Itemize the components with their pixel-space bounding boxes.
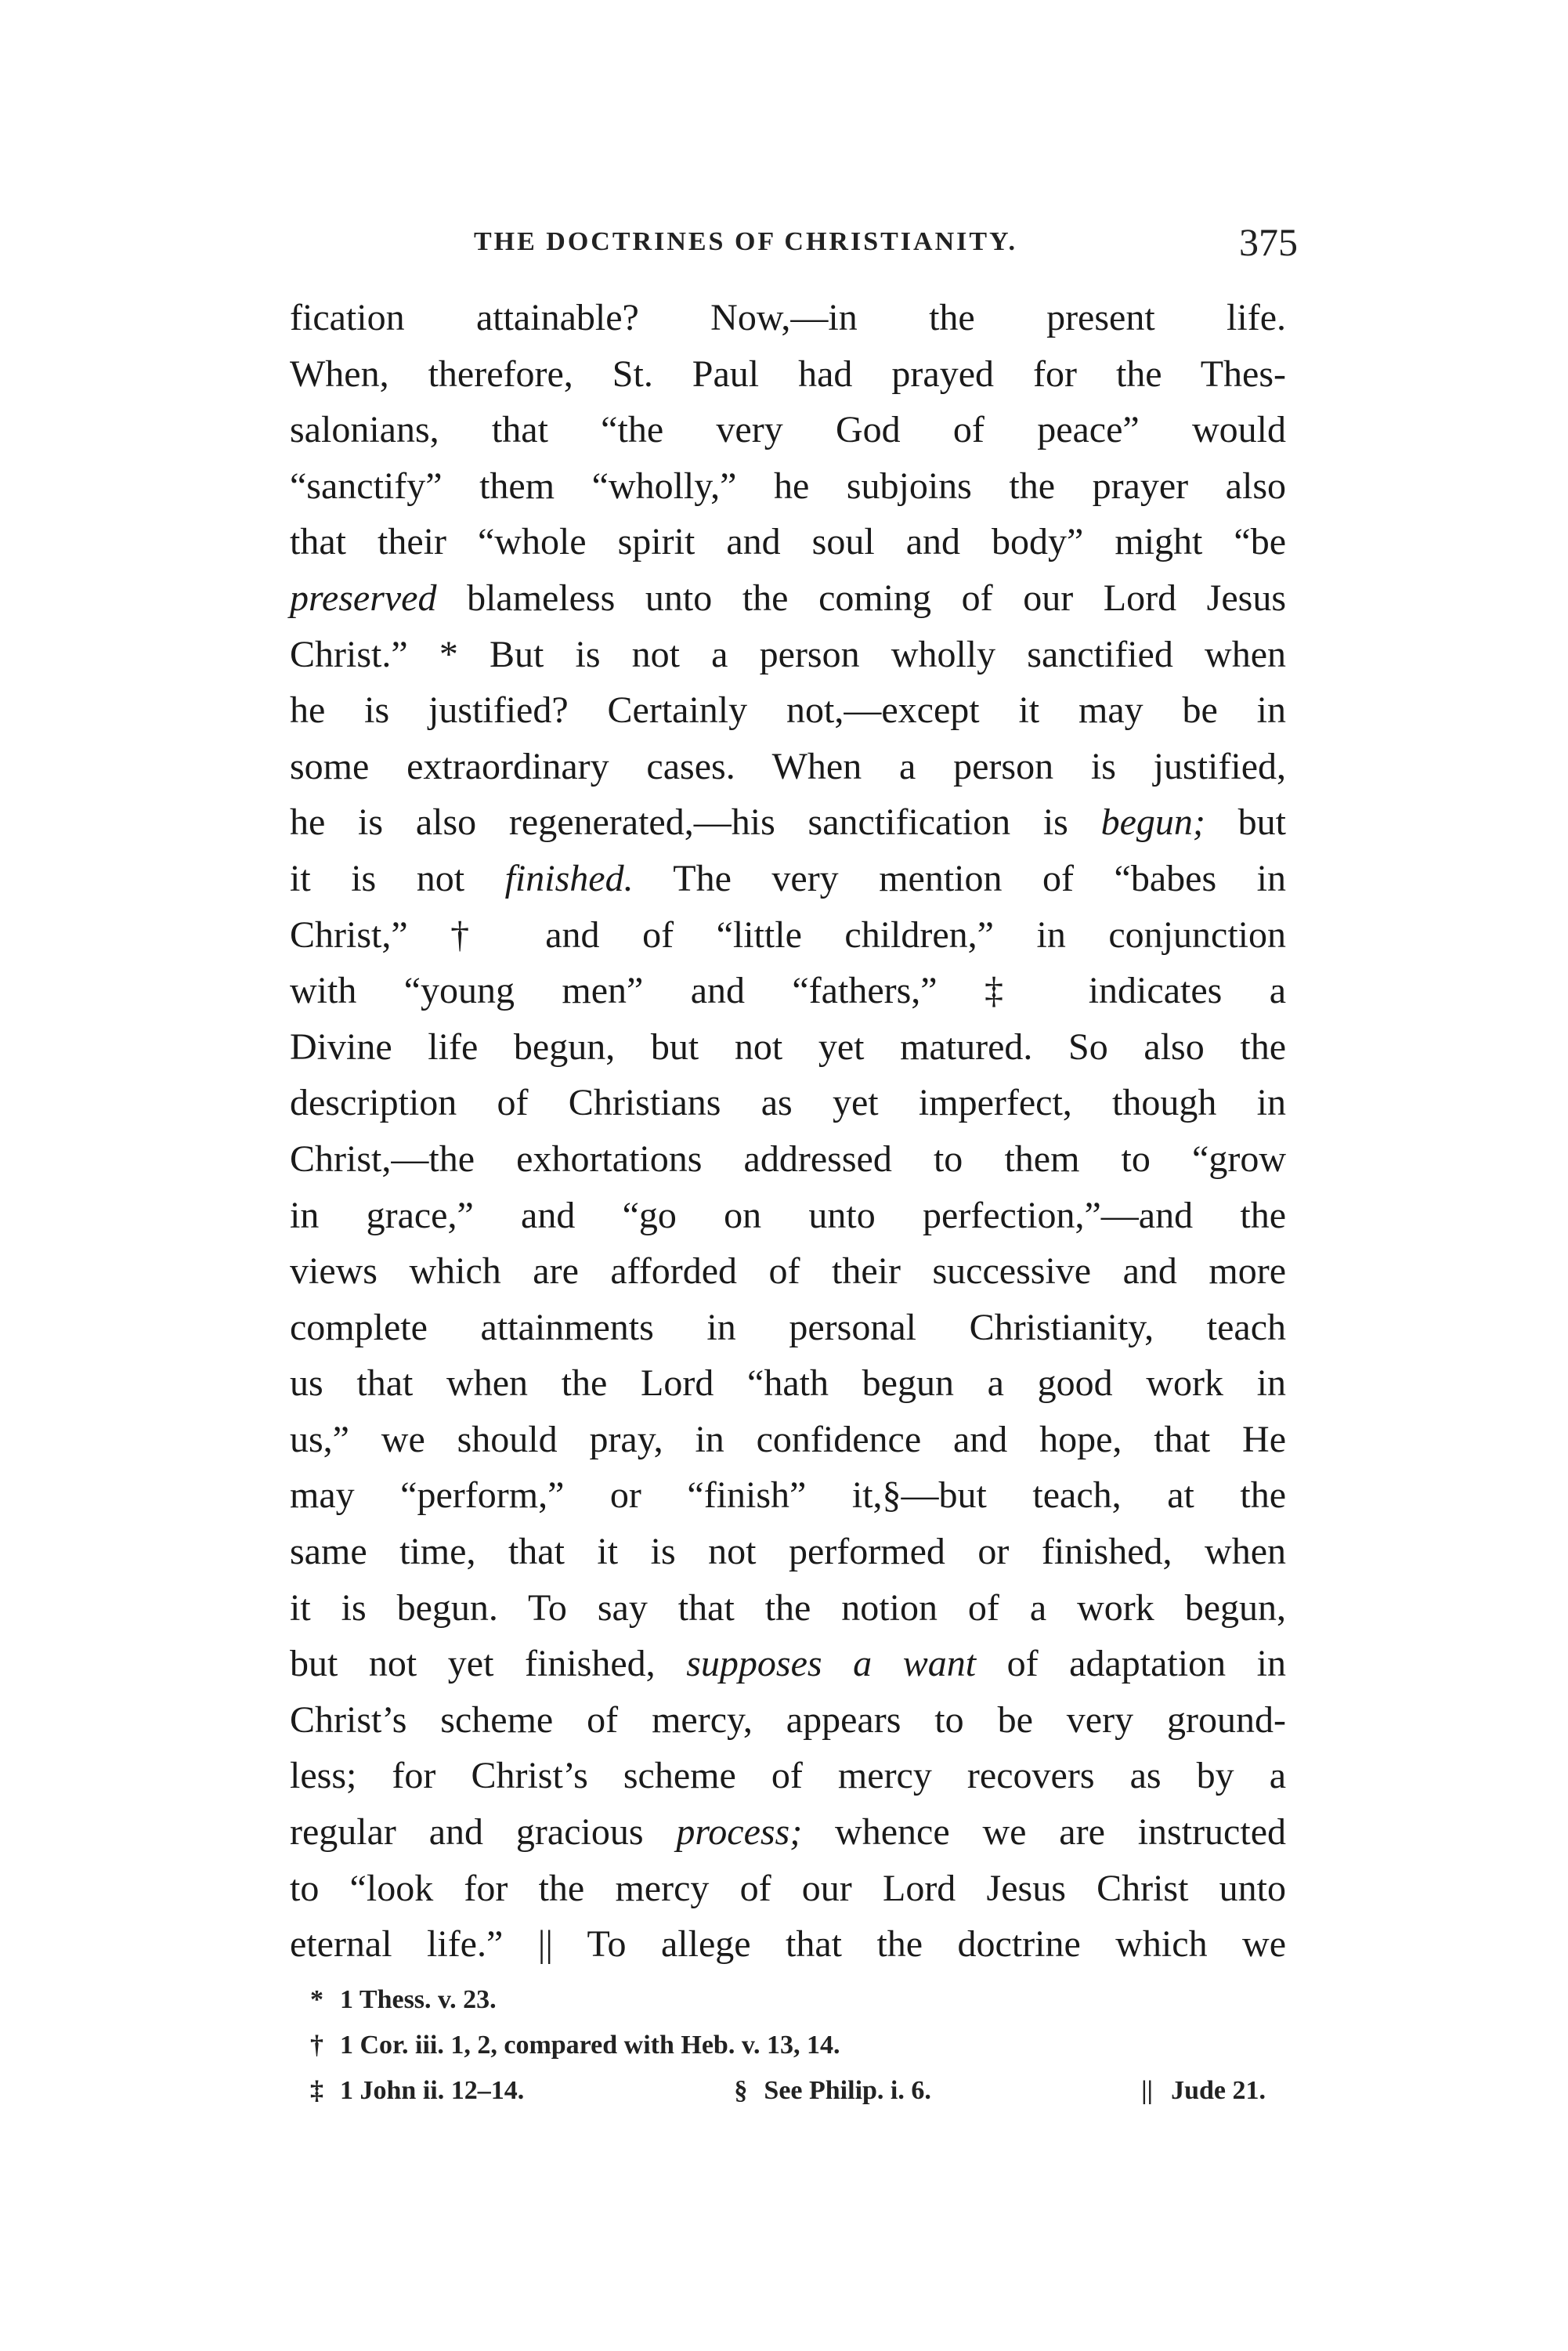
text-segment: he is also regenerated,—his sanctification is — [290, 801, 1101, 844]
text-line — [290, 794, 1286, 851]
text-line — [290, 1243, 1286, 1300]
text-line — [290, 1019, 1286, 1076]
text-line — [290, 1075, 1286, 1131]
text-segment: of adaptation in — [976, 1643, 1286, 1685]
text-line — [290, 1692, 1286, 1749]
text-segment: in grace,” and “go on unto perfection,”—and the — [290, 1194, 1286, 1236]
text-line — [290, 1580, 1286, 1637]
text-line — [290, 1916, 1286, 1973]
italic-text: supposes a want — [686, 1643, 977, 1685]
footnote-row-3 — [310, 2068, 1266, 2114]
text-segment: but — [1205, 801, 1286, 844]
book-page — [290, 219, 1298, 2114]
text-line — [290, 290, 1286, 346]
footnote-text: See Philip. i. 6. — [764, 2075, 931, 2105]
text-segment: views which are afforded of their successive and more — [290, 1250, 1286, 1293]
footnote-mark: § — [734, 2075, 748, 2105]
text-line — [290, 1300, 1286, 1356]
footnote-2 — [310, 2023, 1286, 2068]
text-segment: but not yet finished, — [290, 1643, 687, 1685]
text-line — [290, 402, 1286, 458]
footnote-1 — [310, 1977, 1286, 2023]
text-segment: When, therefore, St. Paul had prayed for the Thes- — [290, 353, 1286, 395]
text-segment: us that when the Lord “hath begun a good work in — [290, 1362, 1286, 1405]
footnote-mark: * — [310, 1984, 323, 2014]
footnote-3 — [310, 2068, 524, 2114]
text-line — [290, 739, 1286, 795]
text-line — [290, 907, 1286, 964]
footnote-text: 1 John ii. 12–14. — [340, 2075, 525, 2105]
footnote-mark: ‡ — [310, 2075, 323, 2105]
page-number: 375 — [1239, 220, 1298, 264]
text-segment: may “perform,” or “finish” it,§—but teach, at the — [290, 1474, 1286, 1517]
text-segment: with “young men” and “fathers,” ‡ indicates a — [290, 970, 1286, 1012]
text-line — [290, 1188, 1286, 1244]
footnote-mark: || — [1141, 2075, 1154, 2105]
text-segment: Christ,—the exhortations addressed to them to “grow — [290, 1138, 1286, 1180]
text-line — [290, 963, 1286, 1019]
text-line — [290, 346, 1286, 403]
text-line — [290, 458, 1286, 515]
text-segment: whence we are instructed — [802, 1811, 1287, 1854]
footnote-text: 1 Thess. v. 23. — [340, 1984, 497, 2014]
footnote-5 — [1141, 2068, 1266, 2114]
text-line — [290, 627, 1286, 683]
italic-text: begun; — [1100, 801, 1205, 844]
text-line — [290, 570, 1286, 627]
text-segment: Christ’s scheme of mercy, appears to be very ground- — [290, 1698, 1286, 1741]
italic-text: preserved — [290, 577, 437, 619]
body-text — [290, 290, 1286, 1973]
footnote-4 — [734, 2068, 930, 2114]
text-segment: “sanctify” them “wholly,” he subjoins the prayer also — [290, 465, 1286, 507]
text-segment: complete attainments in personal Christianity, teach — [290, 1306, 1286, 1348]
text-segment: Christ.” * But is not a person wholly sanctified when — [290, 633, 1286, 675]
text-segment: fication attainable? Now,—in the present life. — [290, 297, 1286, 338]
page-header — [290, 219, 1298, 282]
text-segment: that their “whole spirit and soul and body” might “be — [290, 521, 1286, 563]
text-segment: blameless unto the coming of our Lord Jesus — [436, 577, 1286, 619]
footnotes — [290, 1977, 1286, 2114]
text-segment: description of Christians as yet imperfect, though in — [290, 1082, 1286, 1124]
italic-text: process; — [676, 1811, 803, 1854]
text-segment: same time, that it is not performed or finished, when — [290, 1531, 1286, 1573]
text-line — [290, 1355, 1286, 1412]
text-segment: regular and gracious — [290, 1811, 677, 1854]
text-segment: he is justified? Certainly not,—except it may be in — [290, 689, 1286, 732]
text-line — [290, 1131, 1286, 1188]
text-line — [290, 682, 1286, 739]
text-line — [290, 1467, 1286, 1524]
text-segment: Divine life begun, but not yet matured. So also the — [290, 1025, 1286, 1068]
text-segment: it is begun. To say that the notion of a work begun, — [290, 1586, 1286, 1629]
text-segment: some extraordinary cases. When a person is justified, — [290, 745, 1286, 787]
text-segment: The very mention of “babes in — [633, 857, 1286, 899]
text-segment: it is not — [290, 857, 505, 899]
text-line — [290, 851, 1286, 907]
text-segment: to “look for the mercy of our Lord Jesus Christ unto — [290, 1867, 1286, 1909]
text-segment: salonians, that “the very God of peace” would — [290, 409, 1286, 451]
text-line — [290, 1861, 1286, 1917]
text-line — [290, 1412, 1286, 1468]
footnote-text: Jude 21. — [1171, 2075, 1266, 2105]
text-segment: less; for Christ’s scheme of mercy recovers as by a — [290, 1755, 1286, 1797]
text-line — [290, 1524, 1286, 1580]
text-line — [290, 1804, 1286, 1861]
running-head: THE DOCTRINES OF CHRISTIANITY. — [474, 227, 1017, 256]
text-line — [290, 1636, 1286, 1692]
text-segment: us,” we should pray, in confidence and hope, that He — [290, 1418, 1286, 1460]
italic-text: finished. — [504, 857, 634, 899]
text-segment: Christ,” † and of “little children,” in conjunction — [290, 913, 1286, 956]
text-segment: eternal life.” || To allege that the doctrine which we — [290, 1923, 1286, 1966]
footnote-mark: † — [310, 2030, 323, 2060]
text-line — [290, 514, 1286, 570]
text-line — [290, 1748, 1286, 1804]
footnote-text: 1 Cor. iii. 1, 2, compared with Heb. v. 13, 14. — [340, 2030, 840, 2060]
